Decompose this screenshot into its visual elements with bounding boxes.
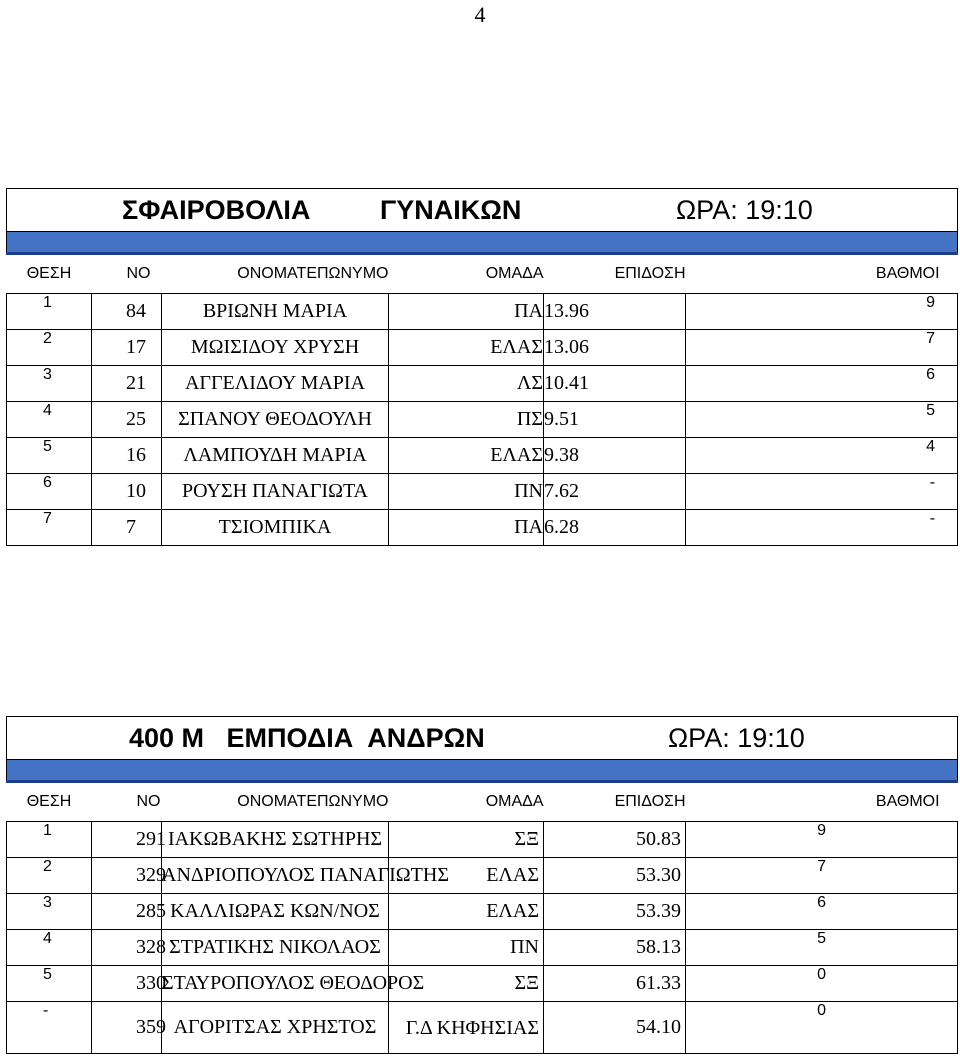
result-position: 4	[7, 402, 92, 438]
event-name: ΣΦΑΙΡΟΒΟΛΙΑ	[122, 194, 311, 225]
page-number: 4	[474, 2, 486, 27]
result-position: 1	[7, 294, 92, 330]
event-category: ΓΥΝΑΙΚΩΝ	[380, 194, 522, 225]
result-row	[7, 438, 958, 474]
column-header-row	[7, 254, 958, 294]
result-team: ΠΝ	[389, 474, 544, 510]
result-points: 0	[686, 966, 958, 1002]
column-header-position: ΘΕΣΗ	[7, 782, 92, 822]
result-athlete-name: ΣΤΡΑΤΙΚΗΣ ΝΙΚΟΛΑΟΣ	[162, 930, 389, 966]
result-mark: 58.13	[544, 930, 686, 966]
result-mark: 53.30	[544, 858, 686, 894]
result-position: 7	[7, 510, 92, 546]
result-athlete-name: ΙΑΚΩΒΑΚΗΣ ΣΩΤΗΡΗΣ	[162, 822, 389, 858]
result-mark: 10.41	[544, 366, 686, 402]
result-row	[7, 294, 958, 330]
result-points: 5	[686, 930, 958, 966]
event-time: ΩΡΑ: 19:10	[676, 194, 813, 225]
result-position: -	[7, 1002, 92, 1054]
result-points: 7	[686, 330, 958, 366]
result-row	[7, 402, 958, 438]
result-team: ΣΞ	[389, 822, 544, 858]
column-header-points: ΒΑΘΜΟΙ	[686, 782, 958, 822]
column-header-mark: ΕΠΙΔΟΣΗ	[544, 782, 686, 822]
result-position: 6	[7, 474, 92, 510]
result-points: 4	[686, 438, 958, 474]
result-points: 7	[686, 858, 958, 894]
result-points: 5	[686, 402, 958, 438]
result-team: ΠΣ	[389, 402, 544, 438]
result-athlete-name: ΑΝΔΡΙΟΠΟΥΛΟΣ ΠΑΝΑΓΙΩΤΗΣ	[162, 858, 389, 894]
result-row	[7, 510, 958, 546]
result-athlete-name: ΛΑΜΠΟΥΔΗ ΜΑΡΙΑ	[162, 438, 389, 474]
result-athlete-name: ΜΩΙΣΙΔΟΥ ΧΡΥΣΗ	[162, 330, 389, 366]
result-points: 6	[686, 894, 958, 930]
result-team: ΛΣ	[389, 366, 544, 402]
header-band	[7, 760, 958, 782]
result-team: ΕΛΑΣ	[389, 330, 544, 366]
result-athlete-name: ΑΓΟΡΙΤΣΑΣ ΧΡΗΣΤΟΣ	[162, 1002, 389, 1054]
result-bib-number: 7	[92, 510, 162, 546]
result-points: 0	[686, 1002, 958, 1054]
column-header-number: ΝΟ	[92, 782, 162, 822]
result-athlete-name: ΑΓΓΕΛΙΔΟΥ ΜΑΡΙΑ	[162, 366, 389, 402]
result-athlete-name: ΣΠΑΝΟΥ ΘΕΟΔΟΥΛΗ	[162, 402, 389, 438]
result-points: -	[686, 510, 958, 546]
event-time: ΩΡΑ: 19:10	[668, 722, 805, 753]
result-row	[7, 894, 958, 930]
result-position: 2	[7, 858, 92, 894]
column-header-name: ΟΝΟΜΑΤΕΠΩΝΥΜΟ	[162, 782, 389, 822]
result-athlete-name: ΣΤΑΥΡΟΠΟΥΛΟΣ ΘΕΟΔΟΡΟΣ	[162, 966, 389, 1002]
column-header-row	[7, 782, 958, 822]
result-mark: 9.38	[544, 438, 686, 474]
result-team: ΕΛΑΣ	[389, 894, 544, 930]
result-bib-number: 25	[92, 402, 162, 438]
results-table-400m-hurdles-men	[6, 716, 958, 1054]
column-header-name: ΟΝΟΜΑΤΕΠΩΝΥΜΟ	[162, 254, 389, 294]
column-header-team: ΟΜΑΔΑ	[389, 254, 544, 294]
result-row	[7, 966, 958, 1002]
result-mark: 13.06	[544, 330, 686, 366]
result-bib-number: 291	[92, 822, 162, 858]
result-team: ΕΛΑΣ	[389, 858, 544, 894]
column-header-points: ΒΑΘΜΟΙ	[686, 254, 958, 294]
result-team: ΠΑ	[389, 510, 544, 546]
result-mark: 9.51	[544, 402, 686, 438]
result-mark: 61.33	[544, 966, 686, 1002]
column-header-mark: ΕΠΙΔΟΣΗ	[544, 254, 686, 294]
result-position: 2	[7, 330, 92, 366]
result-row	[7, 330, 958, 366]
result-row	[7, 930, 958, 966]
header-band	[7, 232, 958, 254]
result-team: ΠΑ	[389, 294, 544, 330]
result-points: 9	[686, 294, 958, 330]
column-header-position: ΘΕΣΗ	[7, 254, 92, 294]
result-mark: 7.62	[544, 474, 686, 510]
result-bib-number: 330	[92, 966, 162, 1002]
result-position: 4	[7, 930, 92, 966]
result-position: 5	[7, 438, 92, 474]
result-mark: 54.10	[544, 1002, 686, 1054]
result-row	[7, 858, 958, 894]
result-mark: 50.83	[544, 822, 686, 858]
result-position: 3	[7, 366, 92, 402]
result-bib-number: 285	[92, 894, 162, 930]
result-athlete-name: ΒΡΙΩΝΗ ΜΑΡΙΑ	[162, 294, 389, 330]
result-bib-number: 21	[92, 366, 162, 402]
result-athlete-name: ΡΟΥΣΗ ΠΑΝΑΓΙΩΤΑ	[162, 474, 389, 510]
result-athlete-name: ΤΣΙΟΜΠΙΚΑ	[162, 510, 389, 546]
event-title-row	[7, 189, 958, 232]
result-mark: 53.39	[544, 894, 686, 930]
result-points: 9	[686, 822, 958, 858]
result-athlete-name: ΚΑΛΛΙΩΡΑΣ ΚΩΝ/ΝΟΣ	[162, 894, 389, 930]
result-row	[7, 1002, 958, 1054]
result-team: ΕΛΑΣ	[389, 438, 544, 474]
result-row	[7, 366, 958, 402]
event-name: 400 Μ ΕΜΠΟΔΙΑ ΑΝΔΡΩΝ	[129, 722, 485, 753]
result-team: ΠΝ	[389, 930, 544, 966]
result-bib-number: 84	[92, 294, 162, 330]
result-points: 6	[686, 366, 958, 402]
event-title-row	[7, 717, 958, 760]
result-bib-number: 10	[92, 474, 162, 510]
result-points: -	[686, 474, 958, 510]
result-mark: 13.96	[544, 294, 686, 330]
result-row	[7, 822, 958, 858]
result-bib-number: 328	[92, 930, 162, 966]
result-team: Γ.Δ ΚΗΦΗΣΙΑΣ	[389, 1002, 544, 1054]
result-position: 5	[7, 966, 92, 1002]
column-header-team: ΟΜΑΔΑ	[389, 782, 544, 822]
result-row	[7, 474, 958, 510]
column-header-number: ΝΟ	[92, 254, 162, 294]
result-bib-number: 359	[92, 1002, 162, 1054]
result-position: 1	[7, 822, 92, 858]
results-table-shot-put-women	[6, 188, 958, 546]
result-bib-number: 16	[92, 438, 162, 474]
result-bib-number: 329	[92, 858, 162, 894]
result-team: ΣΞ	[389, 966, 544, 1002]
result-mark: 6.28	[544, 510, 686, 546]
result-position: 3	[7, 894, 92, 930]
result-bib-number: 17	[92, 330, 162, 366]
